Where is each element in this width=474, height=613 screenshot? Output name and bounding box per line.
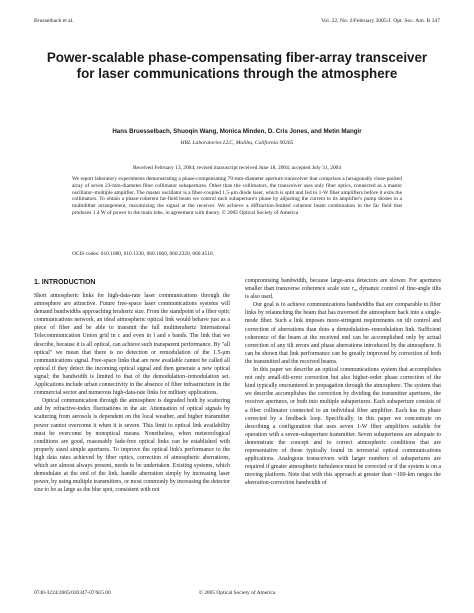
- page-footer: [34, 588, 440, 598]
- running-head: [34, 16, 440, 26]
- paragraph: compromising bandwidth, because large-area detectors are slower. For apertures smaller than transverse coherence scale size r₀, dynamic control of fine-angle tilts is also used.: [245, 278, 441, 301]
- ocis-codes: OCIS codes: 010.1080, 010.1330, 060.1660, 060.2320, 060.4510.: [72, 251, 214, 257]
- footer-copyright: © 2005 Optical Society of America: [198, 590, 276, 596]
- footer-code: 0740-3224/2005/020347-07/$15.00: [34, 590, 111, 596]
- affiliation: HRL Laboratories LLC, Malibu, California 90265: [180, 140, 294, 146]
- left-column: [34, 278, 230, 494]
- received-dates: Received February 13, 2004; revised manuscript received June 18, 2004; accepted July 31, 2004: [132, 165, 342, 171]
- paper-title: Power-scalable phase-compensating fiber-array transceiver for laser communications through the atmosphere: [46, 50, 428, 81]
- running-head-journal: Vol. 22, No. 2/February 2005/J. Opt. Soc. Am. B 347: [321, 18, 440, 24]
- abstract: We report laboratory experiments demonstrating a phase-compensating 70-mm-diameter aperture transceiver that comprises a hexagonally close-packed array of seven 23-mm-diameter fiber collimator subapertures. Other than the collimators, the transceiver uses only fiber optics, connected as a master oscillator–multiple amplifier. The master oscillator is a fiber-coupled 1.5-μm diode laser, which is split and fed to 1-W fiber amplifiers before it exits the collimators. To obtain a phase-coherent far-field beam we control each subaperture's phase by adjusting the current to its amplifier's pump diodes in a multidither arrangement, maximizing the signal at the receiver. We achieve a diffraction-limited coherent beam combination in the far field that produces 1.4 W of power in the main lobe, in agreement with theory. © 2005 Optical Society of America: [72, 176, 402, 216]
- running-head-authors: Brusselbach et al.: [34, 18, 74, 24]
- paragraph: In this paper we describe an optical communications system that accomplishes not only small-tilt-error correction but also higher-order phase correction of the kind typically encountered in propagation through the atmosphere. The system that we describe accomplishes the correction by dividing the transmitter apertures, the receiver apertures, or both into multiple subapertures. Each subaperture consists of a fiber collimator connected to an individual fiber amplifier. Each has its phase corrected by a feedback loop. Specifically, in this paper we concentrate on describing a configuration that uses seven 1-W fiber amplifiers suitable for operation with a seven-subaperture transmitter. Seven subapertures are adequate to demonstrate the concept and to correct atmospheric conditions that are representative of those typically found in terrestrial optical communications applications. Analogous transceivers with larger numbers of subapertures are required if greater atmospheric turbulence must be corrected or if the system is on a moving platform. Note that with this approach at greater than ~100-km ranges the aberration-correction bandwidth of: [245, 367, 441, 487]
- paragraph: Short atmospheric links for high-data-rate laser communications through the atmosphere are attractive. Future free-space laser communications systems will demand bandwidths approaching terahertz size. From the standpoint of a fiber optic communications network, an ideal atmospheric optical link would behave just as a piece of fiber and be able to transmit the full multiterahertz International Telecommunication Union grid in c and even in l and s bands. The link that we describe, because it is all optical, can achieve such transparent performance. By "all optical" we mean that there is no detection or remodulation of the 1.5-μm communications signal. Free-space links that are now available cannot be called all optical if they detect the incoming optical signal and then generate a new optical signal; the bandwidth is limited to that of the demodulation–remodulation set. Applications include urban connectivity in the absence of fiber infrastructure in the commercial sector and numerous high-data-rate links for military applications.: [34, 293, 230, 397]
- author-list: Hans Bruesselbach, Shuoqin Wang, Monica Minden, D. Cris Jones, and Metin Mangir: [112, 128, 362, 135]
- right-column: [245, 277, 441, 487]
- paragraph: Our goal is to achieve communications bandwidths that are comparable to fiber links by relaunching the beam that has traversed the atmosphere back into a single-mode fiber. Such a link imposes more-stringent requirements on tilt control and correction of aberrations than does a demodulation–remodulation link. Sufficient coherence of the beam at the received end can be accomplished only by actual correction of any tilt errors and phase aberrations introduced by the atmosphere. It can be shown that link performance can be greatly improved by correction of both the transmitted and the received beams.: [245, 302, 441, 365]
- paragraph: Optical communication through the atmosphere is degraded both by scattering and by refractive-index fluctuations in the air. Attenuation of optical signals by scattering from aerosols is dependent on the local weather, and higher transmitter power cannot overcome it when it is severe. This limit to optical link availability must be overcome by nonoptical means. Nonetheless, when meteorological conditions are good, reasonably fade-free optical links can be established with properly sized simple apertures. To improve the optical link's performance to the high data rates achieved by fiber optics, correction of atmospheric aberrations, which are almost always present, needs to be undertaken. Existing systems, which demodulate at the end of the link, handle aberration simply by increasing laser power, by using multiple transmitters, or most commonly by increasing the detector size to be as large as the blur spot, consistent with not: [34, 398, 230, 494]
- section-heading-introduction: 1. INTRODUCTION: [34, 279, 96, 286]
